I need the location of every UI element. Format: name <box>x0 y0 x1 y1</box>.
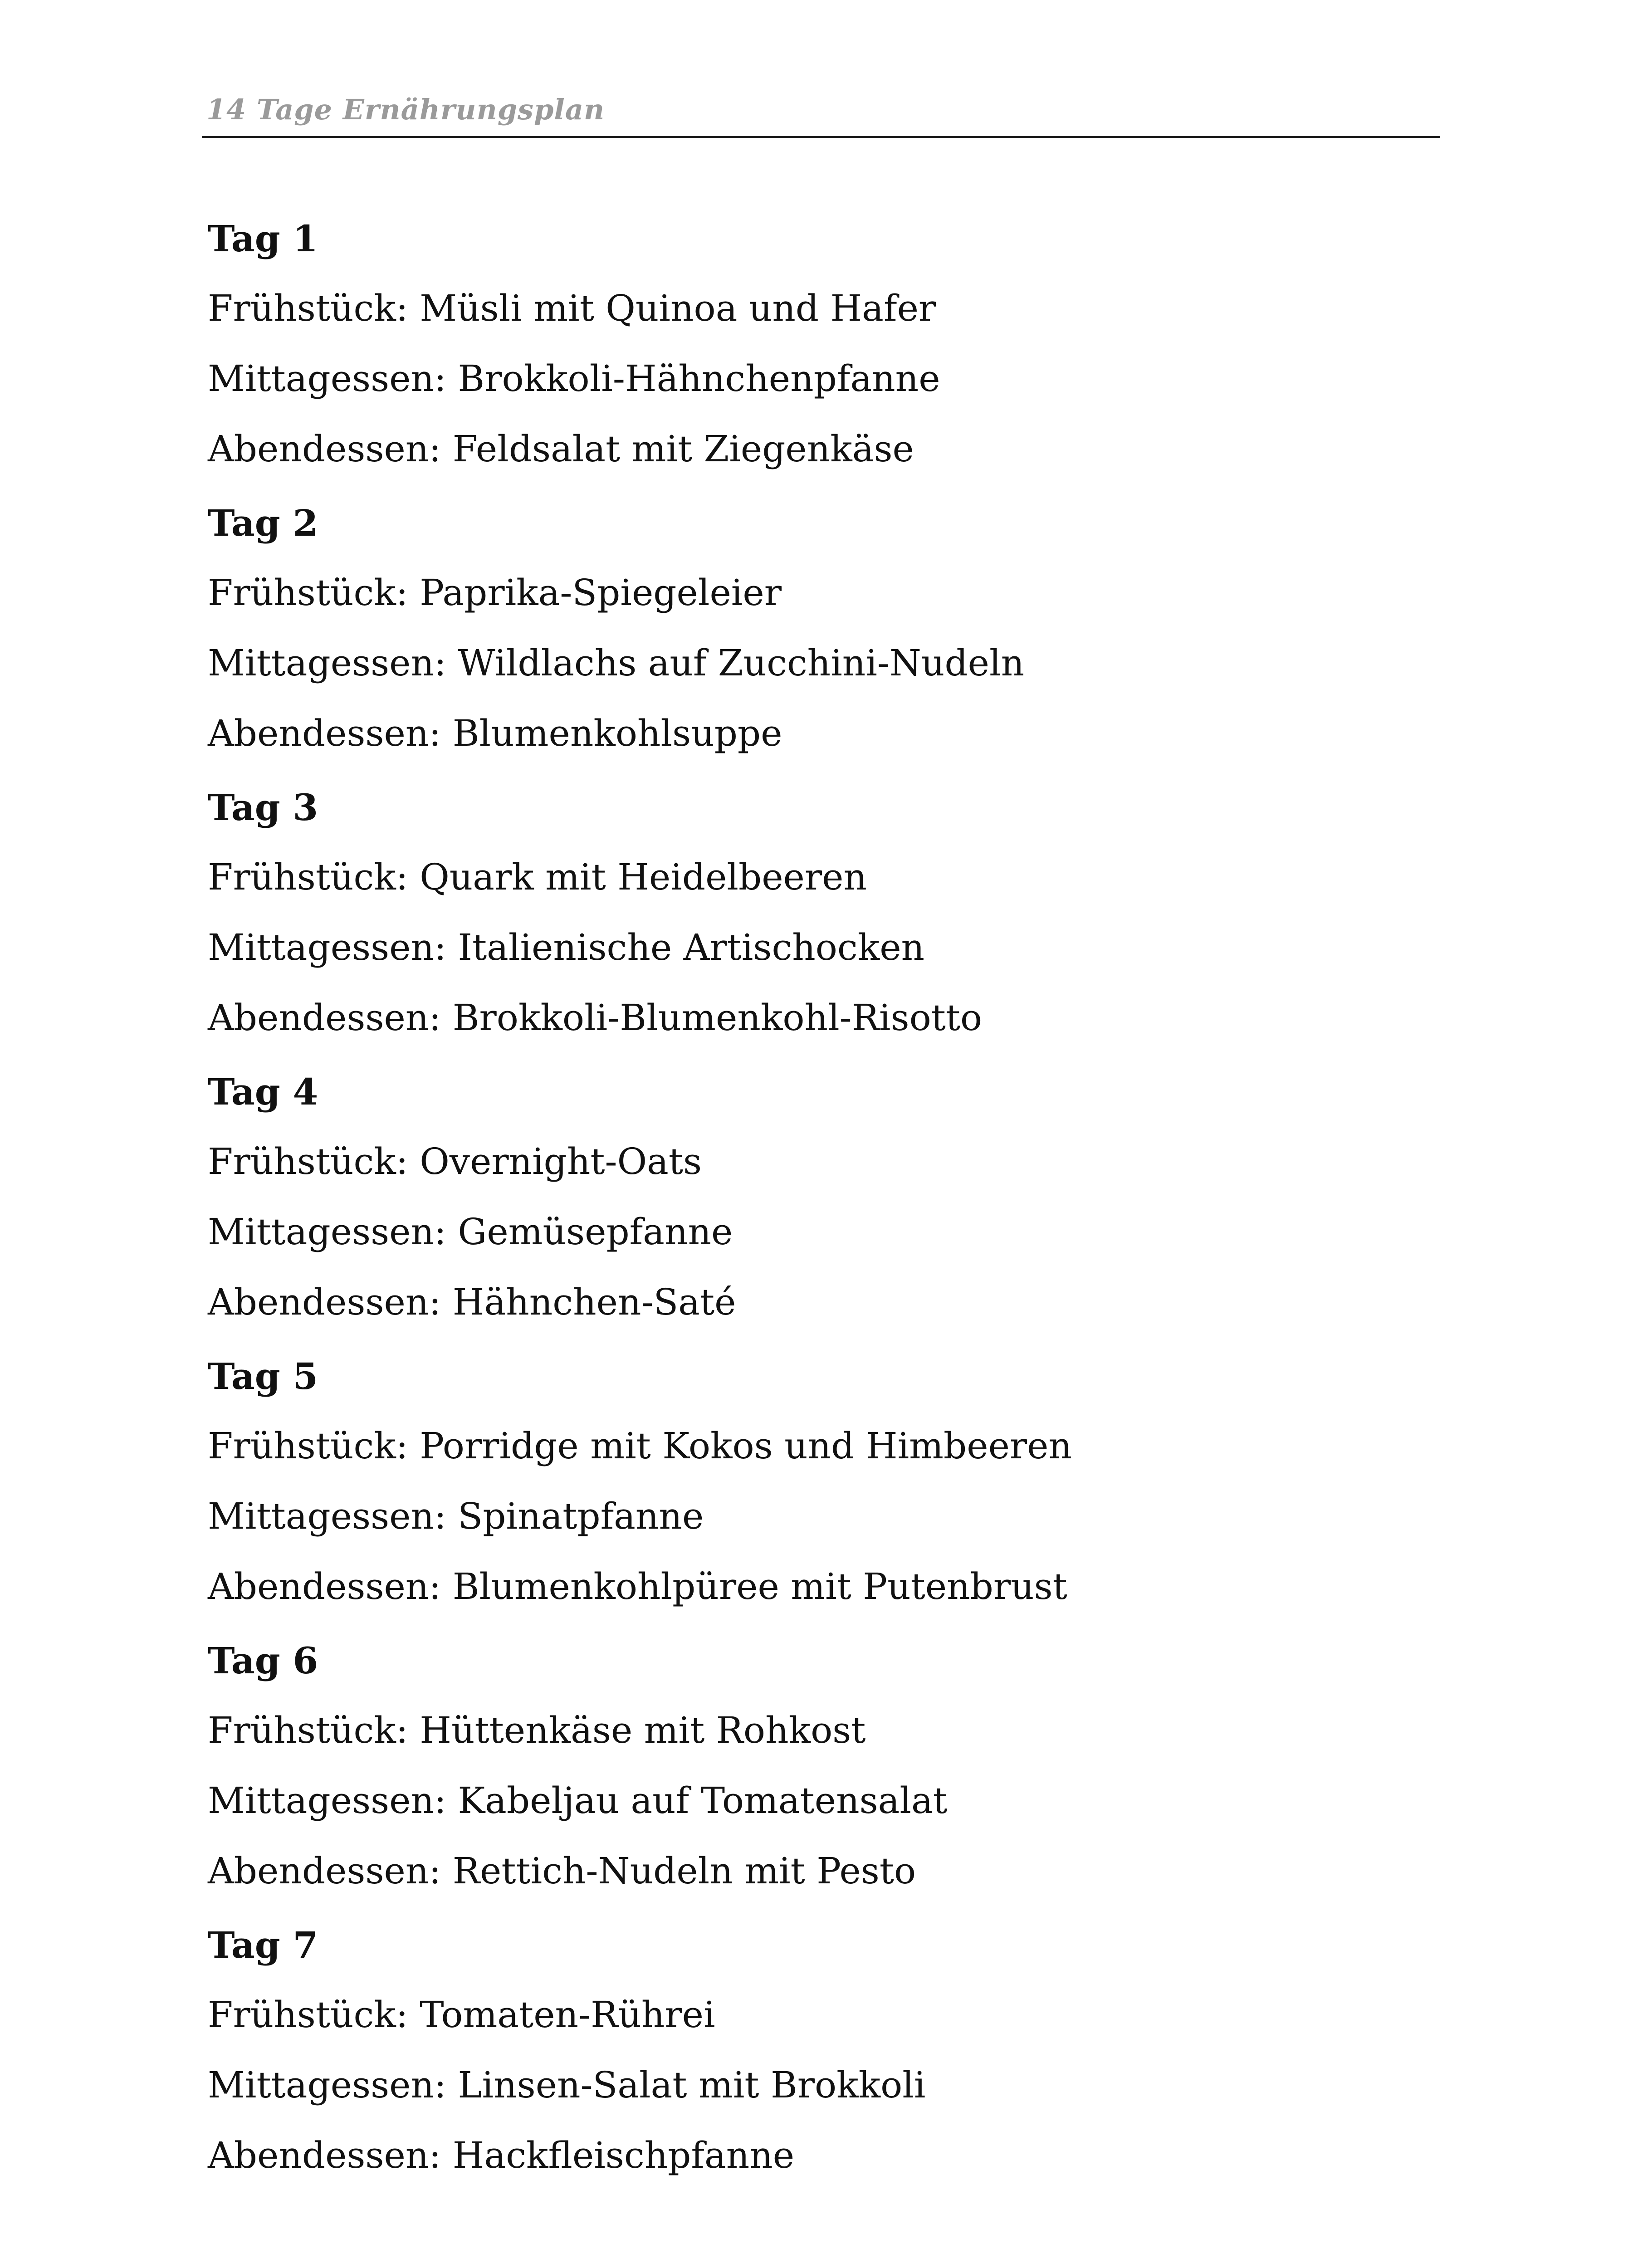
dinner-line: Abendessen: Rettich-Nudeln mit Pesto <box>208 1850 916 1892</box>
dinner-line: Abendessen: Brokkoli-Blumenkohl-Risotto <box>208 997 983 1039</box>
breakfast-line: Frühstück: Hüttenkäse mit Rohkost <box>208 1709 866 1751</box>
lunch-line: Mittagessen: Wildlachs auf Zucchini-Nudeln <box>208 642 1025 684</box>
dinner-line: Abendessen: Hähnchen-Saté <box>208 1281 736 1323</box>
meal-plan-content <box>208 200 1433 2190</box>
day-section-2 <box>208 484 1433 768</box>
lunch-line: Mittagessen: Brokkoli-Hähnchenpfanne <box>208 357 940 400</box>
day-title: Tag 7 <box>208 1924 318 1966</box>
day-section-6 <box>208 1622 1433 1906</box>
day-section-4 <box>208 1053 1433 1337</box>
day-section-3 <box>208 768 1433 1053</box>
day-title: Tag 6 <box>208 1639 318 1682</box>
running-header-title: 14 Tage Ernährungsplan <box>206 93 605 126</box>
day-section-5 <box>208 1337 1433 1622</box>
day-section-7 <box>208 1906 1433 2190</box>
day-title: Tag 3 <box>208 786 318 829</box>
breakfast-line: Frühstück: Quark mit Heidelbeeren <box>208 856 867 898</box>
header-divider <box>202 136 1440 138</box>
lunch-line: Mittagessen: Italienische Artischocken <box>208 926 925 968</box>
breakfast-line: Frühstück: Tomaten-Rührei <box>208 1994 715 2036</box>
day-section-1 <box>208 200 1433 484</box>
lunch-line: Mittagessen: Linsen-Salat mit Brokkoli <box>208 2064 926 2106</box>
breakfast-line: Frühstück: Müsli mit Quinoa und Hafer <box>208 287 936 329</box>
breakfast-line: Frühstück: Overnight-Oats <box>208 1140 702 1183</box>
lunch-line: Mittagessen: Kabeljau auf Tomatensalat <box>208 1779 948 1822</box>
day-title: Tag 5 <box>208 1355 318 1398</box>
day-title: Tag 2 <box>208 502 318 544</box>
lunch-line: Mittagessen: Gemüsepfanne <box>208 1211 733 1253</box>
dinner-line: Abendessen: Blumenkohlpüree mit Putenbrust <box>208 1565 1067 1608</box>
breakfast-line: Frühstück: Porridge mit Kokos und Himbeeren <box>208 1425 1072 1467</box>
dinner-line: Abendessen: Hackfleischpfanne <box>208 2134 795 2176</box>
dinner-line: Abendessen: Blumenkohlsuppe <box>208 712 782 754</box>
day-title: Tag 1 <box>208 217 318 260</box>
breakfast-line: Frühstück: Paprika-Spiegeleier <box>208 572 782 614</box>
dinner-line: Abendessen: Feldsalat mit Ziegenkäse <box>208 428 914 470</box>
lunch-line: Mittagessen: Spinatpfanne <box>208 1495 704 1537</box>
day-title: Tag 4 <box>208 1070 318 1113</box>
